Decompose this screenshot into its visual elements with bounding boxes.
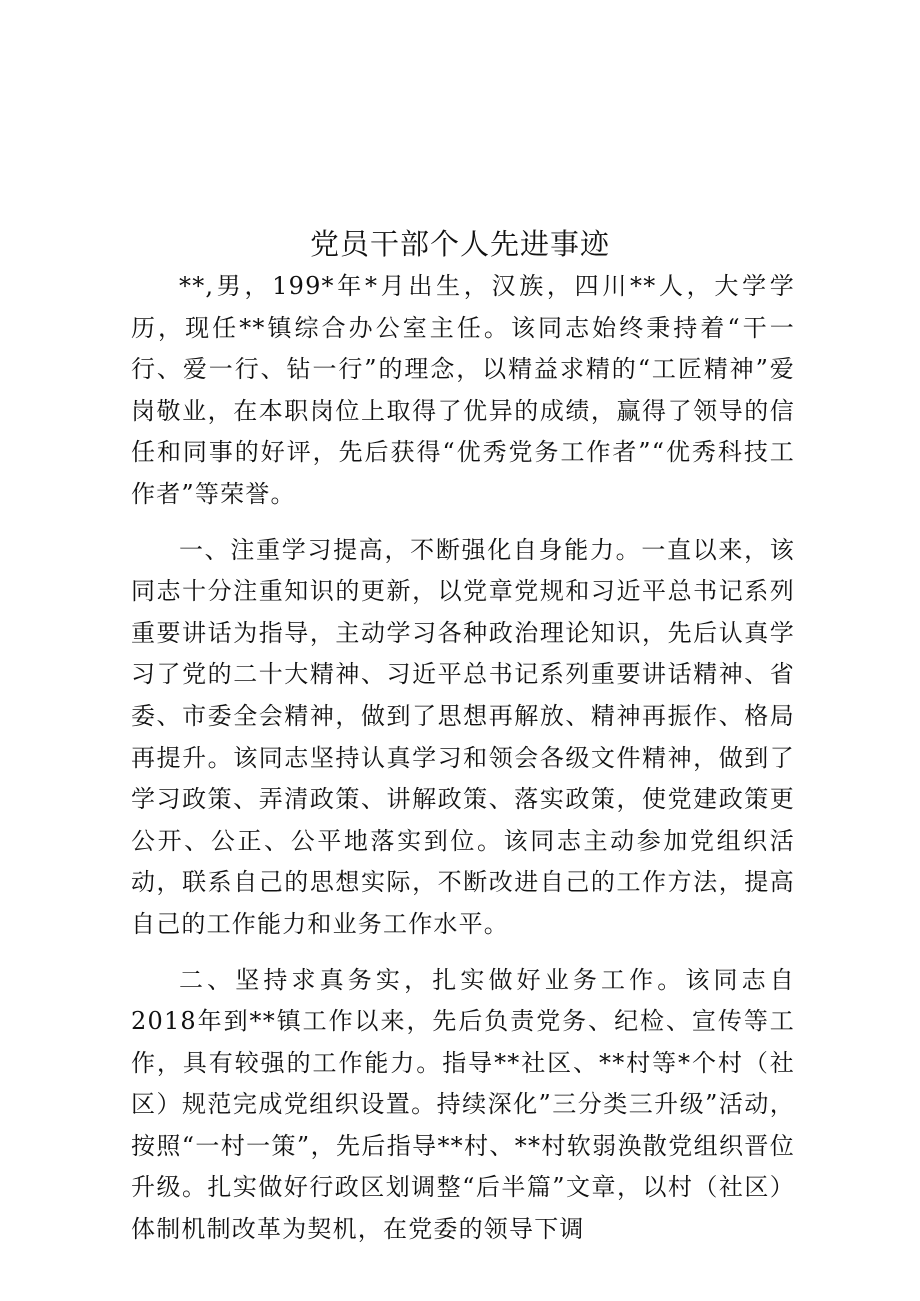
paragraph-intro: **,男，199*年*月出生，汉族，四川**人，大学学历，现任**镇综合办公室主任。该同志始终秉持着“干一行、爱一行、钻一行”的理念，以精益求精的“工匠精神”爱岗敬业，在本职岗位上取得了优异的成绩，赢得了领导的信任和同事的好评，先后获得“优秀党务工作者”“优秀科技工作者”等荣誉。 xyxy=(131,272,795,508)
document-body xyxy=(131,266,795,1251)
paragraph-section-one: 一、注重学习提高，不断强化自身能力。一直以来，该同志十分注重知识的更新，以党章党规和习近平总书记系列重要讲话为指导，主动学习各种政治理论知识，先后认真学习了党的二十大精神、习近平总书记系列重要讲话精神、省委、市委全会精神，做到了思想再解放、精神再振作、格局再提升。该同志坚持认真学习和领会各级文件精神，做到了学习政策、弄清政策、讲解政策、落实政策，使党建政策更公开、公正、公平地落实到位。该同志主动参加党组织活动，联系自己的思想实际，不断改进自己的工作方法，提高自己的工作能力和业务工作水平。 xyxy=(131,535,795,938)
paragraph-section-two: 二、坚持求真务实，扎实做好业务工作。该同志自2018年到**镇工作以来，先后负责党务、纪检、宣传等工作，具有较强的工作能力。指导**社区、**村等*个村（社区）规范完成党组织设置。持续深化”三分类三升级”活动，按照“一村一策”，先后指导**村、**村软弱涣散党组织晋位升级。扎实做好行政区划调整“后半篇”文章，以村（社区）体制机制改革为契机，在党委的领导下调 xyxy=(131,965,795,1244)
document-title: 党员干部个人先进事迹 xyxy=(309,227,610,261)
